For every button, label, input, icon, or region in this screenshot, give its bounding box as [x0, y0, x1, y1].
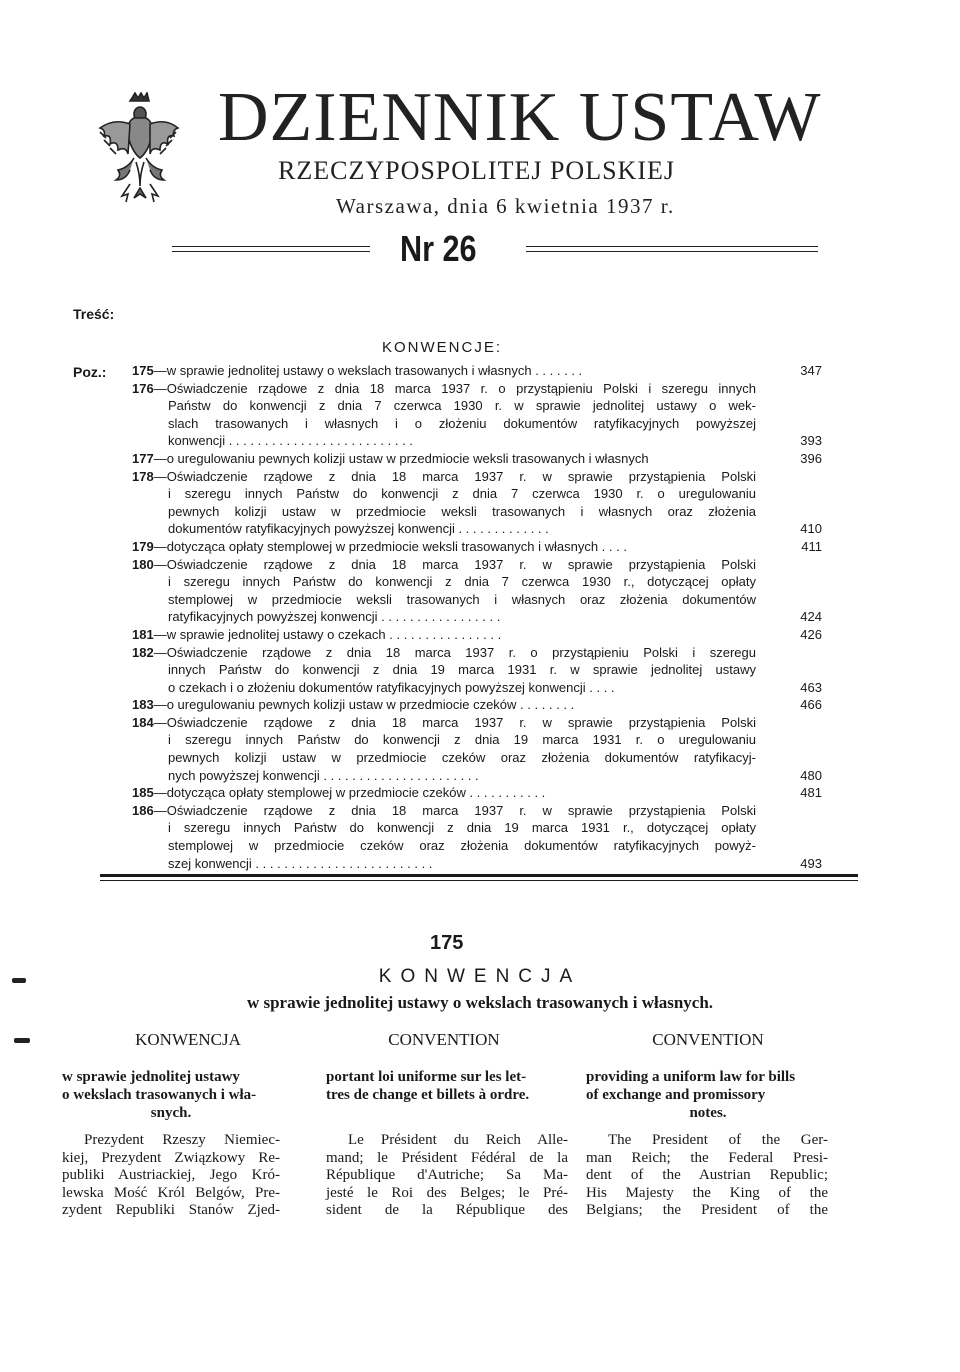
- toc-entry-number: 186: [132, 802, 154, 818]
- toc-entry-number: 175: [132, 363, 154, 378]
- article-title: KONWENCJA: [378, 966, 582, 987]
- toc-entry-page: 393: [800, 433, 822, 449]
- contents-section-heading: KONWENCJE:: [382, 339, 503, 356]
- toc-entry-line: szej konwencji . . . . . . . . . . . . . . . . . . . . . . . . .: [168, 855, 433, 871]
- column-body-polish: [62, 1132, 280, 1220]
- toc-entry-line: innych Państw do konwencji z dnia 19 marca 1931 r. w sprawie jednolitej ustawy: [168, 662, 756, 678]
- toc-entry-number: 179: [132, 538, 154, 554]
- toc-entry-page: 396: [800, 450, 822, 466]
- toc-entry-first-line: —Oświadczenie rządowe z dnia 18 marca 1937 r. o przystąpieniu Polski i szeregu: [153, 644, 756, 660]
- toc-entry-line: [132, 468, 756, 486]
- toc-entry-first-line: —w sprawie jednolitej ustawy o wekslach trasowanych i własnych . . . . . . .: [153, 363, 583, 378]
- article-number: 175: [430, 932, 464, 954]
- column-subtitle-french: [326, 1068, 566, 1104]
- toc-entry: [132, 696, 822, 714]
- toc-entry-text: [132, 784, 756, 802]
- toc-entry-line: [132, 802, 756, 820]
- column-heading-polish: KONWENCJA: [135, 1030, 241, 1049]
- gazette-subtitle: RZECZYPOSPOLITEJ POLSKIEJ: [278, 156, 675, 185]
- toc-entry-text: [132, 380, 756, 450]
- toc-entry-number: 182: [132, 644, 154, 660]
- toc-entry-first-line: —o uregulowaniu pewnych kolizji ustaw w przedmiocie weksli trasowanych i własnych: [153, 450, 649, 466]
- toc-entry-line: pewnych kolizji ustaw w przedmiocie weksli trasowanych i własnych oraz złożenia: [168, 503, 756, 519]
- contents-label: Treść:: [73, 306, 115, 322]
- toc-entry-first-line: —o uregulowaniu pewnych kolizji ustaw w przedmiocie czeków . . . . . . . .: [153, 697, 575, 713]
- toc-entry-text: [132, 644, 756, 697]
- toc-entry-line: Państw do konwencji z dnia 7 czerwca 1930 r. w sprawie jednolitej ustawy o wek-: [168, 398, 756, 414]
- gazette-title: DZIENNIK USTAW: [218, 79, 822, 156]
- toc-entry-page: 411: [801, 538, 822, 554]
- column-heading-french: CONVENTION: [388, 1030, 500, 1049]
- toc-entry-number: 183: [132, 697, 154, 713]
- article-subtitle: w sprawie jednolitej ustawy o wekslach trasowanych i własnych.: [246, 993, 714, 1012]
- toc-entry-first-line: —Oświadczenie rządowe z dnia 18 marca 1937 r. w sprawie przystąpienia Polski: [153, 556, 756, 572]
- column-body-line: publiki Austriackiej, Jego Kró-: [62, 1167, 280, 1183]
- column-subtitle-line: notes.: [689, 1105, 727, 1121]
- column-body-line: kiej, Prezydent Związkowy Re-: [62, 1149, 280, 1166]
- column-subtitle-line: snych.: [150, 1105, 192, 1121]
- toc-entry-number: 181: [132, 626, 154, 642]
- column-subtitle-line: providing a uniform law for bills: [586, 1069, 796, 1085]
- toc-entry-page: 466: [800, 697, 822, 713]
- margin-mark: [14, 1038, 30, 1043]
- contents-bottom-rule: [100, 874, 858, 881]
- column-body-french: [326, 1132, 568, 1220]
- toc-entry-first-line: —w sprawie jednolitej ustawy o czekach . . . . . . . . . . . . . . . .: [153, 626, 502, 642]
- toc-entry-page: 463: [800, 679, 822, 695]
- toc-entry-line: i szeregu innych Państw do konwencji z dnia 7 czerwca 1930 r. o uregulowaniu: [168, 486, 756, 502]
- column-body-line: sident de la République des: [326, 1202, 568, 1218]
- column-body-line: Le Président du Reich Alle-: [348, 1132, 568, 1148]
- toc-entry: [132, 538, 822, 556]
- toc-entry-page: 426: [800, 626, 822, 642]
- column-subtitle-english: [586, 1068, 830, 1122]
- toc-entry-first-line: —Oświadczenie rządowe z dnia 18 marca 1937 r. w sprawie przystąpienia Polski: [153, 714, 756, 730]
- polish-eagle-emblem-icon: [96, 92, 180, 210]
- column-body-english: [586, 1132, 828, 1220]
- toc-entry-text: [132, 802, 756, 872]
- toc-entry-line: dokumentów ratyfikacyjnych powyższej konwencji . . . . . . . . . . . . .: [168, 521, 549, 537]
- toc-entry-number: 180: [132, 556, 154, 572]
- table-of-contents: [132, 362, 822, 872]
- toc-entry-number: 178: [132, 468, 154, 484]
- toc-entry-line: i szeregu innych Państw do konwencji z dnia 19 marca 1931 r. o uregulowaniu: [168, 732, 756, 748]
- toc-entry-number: 185: [132, 785, 154, 801]
- column-subtitle-line: tres de change et billets à ordre.: [326, 1087, 530, 1103]
- toc-entry-page: 493: [800, 855, 822, 871]
- toc-entry: [132, 362, 822, 380]
- toc-entry-line: [132, 556, 756, 574]
- toc-entry-text: [132, 538, 756, 556]
- column-subtitle-line: o wekslach trasowanych i wła-: [62, 1087, 257, 1103]
- column-body-line: jesté le Roi des Belges; le Pré-: [326, 1184, 568, 1201]
- column-body-line: dent of the Austrian Republic;: [586, 1167, 828, 1183]
- toc-entry-line: i szeregu innych Państw do konwencji z dnia 19 marca 1931 r., dotyczącej opłaty: [168, 820, 756, 836]
- toc-entry-page: 481: [800, 785, 822, 801]
- toc-entry: [132, 714, 822, 784]
- toc-entry-line: ratyfikacyjnych powyższej konwencji . . . . . . . . . . . . . . . . .: [168, 609, 501, 625]
- column-subtitle-line: portant loi uniforme sur les let-: [326, 1069, 527, 1085]
- toc-entry: [132, 380, 822, 450]
- toc-entry-line: [132, 538, 756, 556]
- toc-entry-text: [132, 714, 756, 784]
- toc-entry-line: [132, 450, 756, 468]
- toc-entry: [132, 556, 822, 626]
- toc-entry-page: 480: [800, 767, 822, 783]
- column-subtitle-line: w sprawie jednolitej ustawy: [62, 1069, 240, 1085]
- toc-entry-text: [132, 626, 756, 644]
- toc-entry-text: [132, 362, 756, 380]
- column-body-line: The President of the Ger-: [608, 1132, 828, 1148]
- toc-entry-text: [132, 468, 756, 538]
- column-subtitle-line: of exchange and promissory: [586, 1087, 766, 1103]
- column-body-line: man Reich; the Federal Presi-: [586, 1149, 828, 1166]
- toc-entry: [132, 784, 822, 802]
- toc-entry-first-line: —Oświadczenie rządowe z dnia 18 marca 1937 r. w sprawie przystąpienia Polski: [153, 802, 756, 818]
- toc-entry-number: 176: [132, 380, 154, 396]
- toc-entry-line: i szeregu innych Państw do konwencji z dnia 7 czerwca 1930 r., dotyczącej opłaty: [168, 574, 756, 590]
- toc-entry-number: 184: [132, 714, 154, 730]
- toc-entry-line: stemplowej w przedmiocie czeków oraz złożenia dokumentów ratyfikacyjnych powyż-: [168, 838, 756, 854]
- toc-entry-first-line: —Oświadczenie rządowe z dnia 18 marca 1937 r. o przystąpieniu Polski i szeregu innych: [153, 380, 756, 396]
- toc-entry: [132, 450, 822, 468]
- toc-entry-number: 177: [132, 450, 154, 466]
- toc-entry-first-line: —dotycząca opłaty stemplowej w przedmiocie czeków . . . . . . . . . . .: [153, 785, 546, 801]
- toc-entry-line: [132, 626, 756, 644]
- toc-entry-text: [132, 450, 756, 468]
- toc-entry-line: [132, 362, 756, 380]
- double-rule-right: [526, 246, 818, 252]
- position-label: Poz.:: [73, 364, 107, 380]
- toc-entry-line: [132, 784, 756, 802]
- toc-entry-text: [132, 556, 756, 626]
- column-body-line: zydent Republiki Stanów Zjed-: [62, 1202, 280, 1218]
- toc-entry: [132, 626, 822, 644]
- toc-entry-text: [132, 696, 756, 714]
- column-body-line: mand; le Président Fédéral de la: [326, 1149, 568, 1166]
- toc-entry: [132, 802, 822, 872]
- toc-entry-line: nych powyższej konwencji . . . . . . . . . . . . . . . . . . . . . .: [168, 767, 479, 783]
- toc-entry-line: pewnych kolizji ustaw w przedmiocie czeków oraz złożenia dokumentów ratyfikacyj-: [168, 750, 756, 766]
- double-rule-left: [172, 246, 370, 252]
- toc-entry-line: [132, 644, 756, 662]
- margin-mark: [12, 978, 26, 983]
- toc-entry-line: o czekach i o złożeniu dokumentów ratyfikacyjnych powyższej konwencji . . . .: [168, 679, 615, 695]
- column-body-line: His Majesty the King of the: [586, 1184, 828, 1201]
- toc-entry-line: stemplowej w przedmiocie weksli trasowanych i własnych oraz złożenia dokumentów: [168, 591, 756, 607]
- toc-entry-first-line: —dotycząca opłaty stemplowej w przedmiocie weksli trasowanych i własnych . . . .: [153, 538, 627, 554]
- column-subtitle-polish: [62, 1068, 280, 1122]
- toc-entry-line: konwencji . . . . . . . . . . . . . . . . . . . . . . . . . .: [168, 433, 413, 449]
- toc-entry-first-line: —Oświadczenie rządowe z dnia 18 marca 1937 r. w sprawie przystąpienia Polski: [153, 468, 756, 484]
- issue-number: Nr 26: [400, 228, 477, 269]
- column-body-line: République d'Autriche; Sa Ma-: [326, 1167, 568, 1183]
- toc-entry-line: [132, 380, 756, 398]
- toc-entry-line: [132, 696, 756, 714]
- column-body-line: Belgians; the President of the: [586, 1202, 828, 1218]
- toc-entry-line: slach trasowanych i własnych i o złożeniu dokumentów ratyfikacyjnych powyższej: [168, 415, 756, 431]
- toc-entry: [132, 468, 822, 538]
- toc-entry-page: 410: [800, 521, 822, 537]
- issue-dateline: Warszawa, dnia 6 kwietnia 1937 r.: [336, 194, 675, 218]
- toc-entry-page: 347: [800, 363, 822, 378]
- toc-entry: [132, 644, 822, 697]
- toc-entry-line: [132, 714, 756, 732]
- column-body-line: lewska Mość Król Belgów, Pre-: [62, 1184, 280, 1201]
- column-body-line: Prezydent Rzeszy Niemiec-: [84, 1132, 280, 1148]
- column-heading-english: CONVENTION: [652, 1030, 764, 1049]
- toc-entry-page: 424: [800, 609, 822, 625]
